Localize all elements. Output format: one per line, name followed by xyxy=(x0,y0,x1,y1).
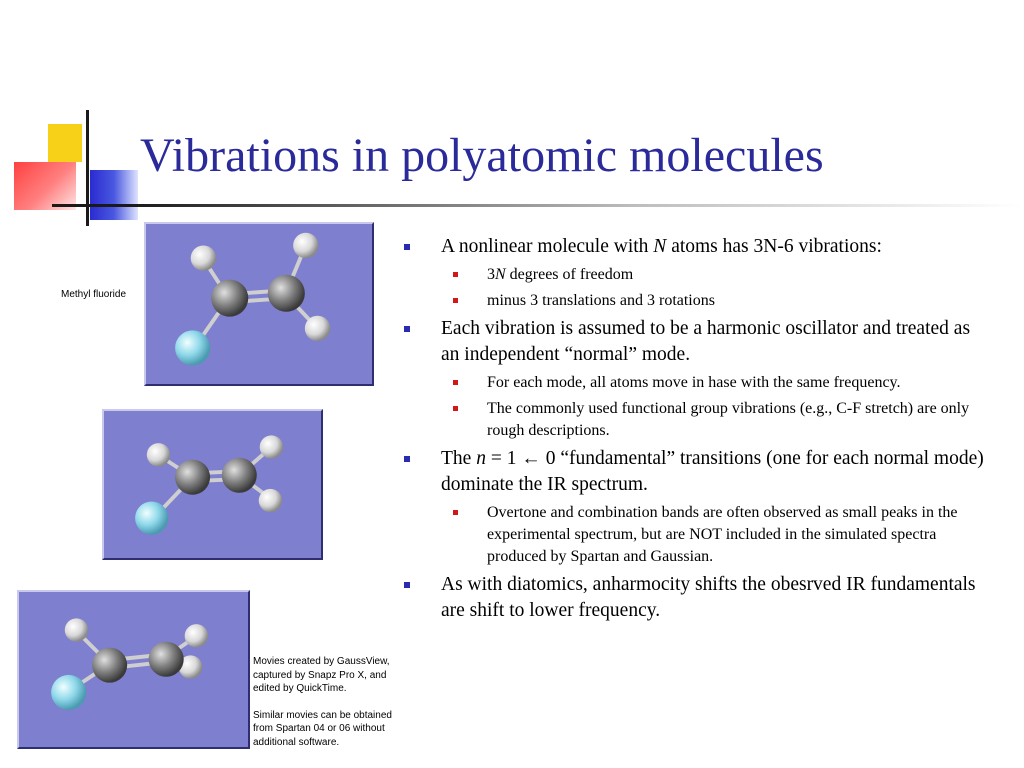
sub-bullet-item: For each mode, all atoms move in hase with the same frequency. xyxy=(487,372,984,394)
slide-title: Vibrations in polyatomic molecules xyxy=(140,129,824,182)
bullet-marker-icon xyxy=(404,244,410,250)
bullet-marker-icon xyxy=(404,456,410,462)
decor-blue-square xyxy=(90,170,138,220)
molecule-animation-2[interactable] xyxy=(102,409,323,560)
movies-credit-text: Movies created by GaussView, captured by Snapz Pro X, and edited by QuickTime. xyxy=(253,656,390,694)
sub-bullet-marker-icon xyxy=(453,272,458,277)
left-arrow-icon: ← xyxy=(521,448,541,469)
molecule-icon xyxy=(19,592,248,747)
sub-bullet-item: minus 3 translations and 3 rotations xyxy=(487,290,984,312)
bullet-list xyxy=(404,234,984,628)
methyl-fluoride-caption: Methyl fluoride xyxy=(61,289,127,300)
sub-bullet-marker-icon xyxy=(453,380,458,385)
bullet-item: As with diatomics, anharmocity shifts the obesrved IR fundamentals are shift to lower frequency. xyxy=(404,572,984,624)
bullet-marker-icon xyxy=(404,326,410,332)
decor-vertical-line xyxy=(86,110,89,226)
molecule-icon xyxy=(146,224,372,384)
molecule-icon xyxy=(104,411,321,558)
sub-bullet-item: The commonly used functional group vibrations (e.g., C-F stretch) are only rough descriptions. xyxy=(487,398,984,442)
similar-movies-text: Similar movies can be obtained from Spartan 04 or 06 without additional software. xyxy=(253,709,392,748)
decor-yellow-square xyxy=(48,124,82,162)
bullet-marker-icon xyxy=(404,582,410,588)
sub-bullet-marker-icon xyxy=(453,510,458,515)
sub-bullet-marker-icon xyxy=(453,406,458,411)
bullet-item: The n = 1 ← 0 “fundamental” transitions (one for each normal mode) dominate the IR spectrum. xyxy=(404,446,984,498)
bullet-item: Each vibration is assumed to be a harmonic oscillator and treated as an independent “normal” mode. xyxy=(404,316,984,368)
bullet-item: A nonlinear molecule with N atoms has 3N-6 vibrations: xyxy=(404,234,984,260)
title-underline xyxy=(52,204,1022,207)
molecule-animation-3[interactable] xyxy=(17,590,250,749)
sub-bullet-item: 3N degrees of freedom xyxy=(487,264,984,286)
decor-red-square xyxy=(14,162,76,210)
sub-bullet-item: Overtone and combination bands are often observed as small peaks in the experimental spectrum, but are NOT included in the simulated spectra produced by Spartan and Gaussian. xyxy=(487,502,984,568)
sub-bullet-marker-icon xyxy=(453,298,458,303)
movie-credits-caption xyxy=(253,655,413,762)
molecule-animation-1[interactable] xyxy=(144,222,374,386)
